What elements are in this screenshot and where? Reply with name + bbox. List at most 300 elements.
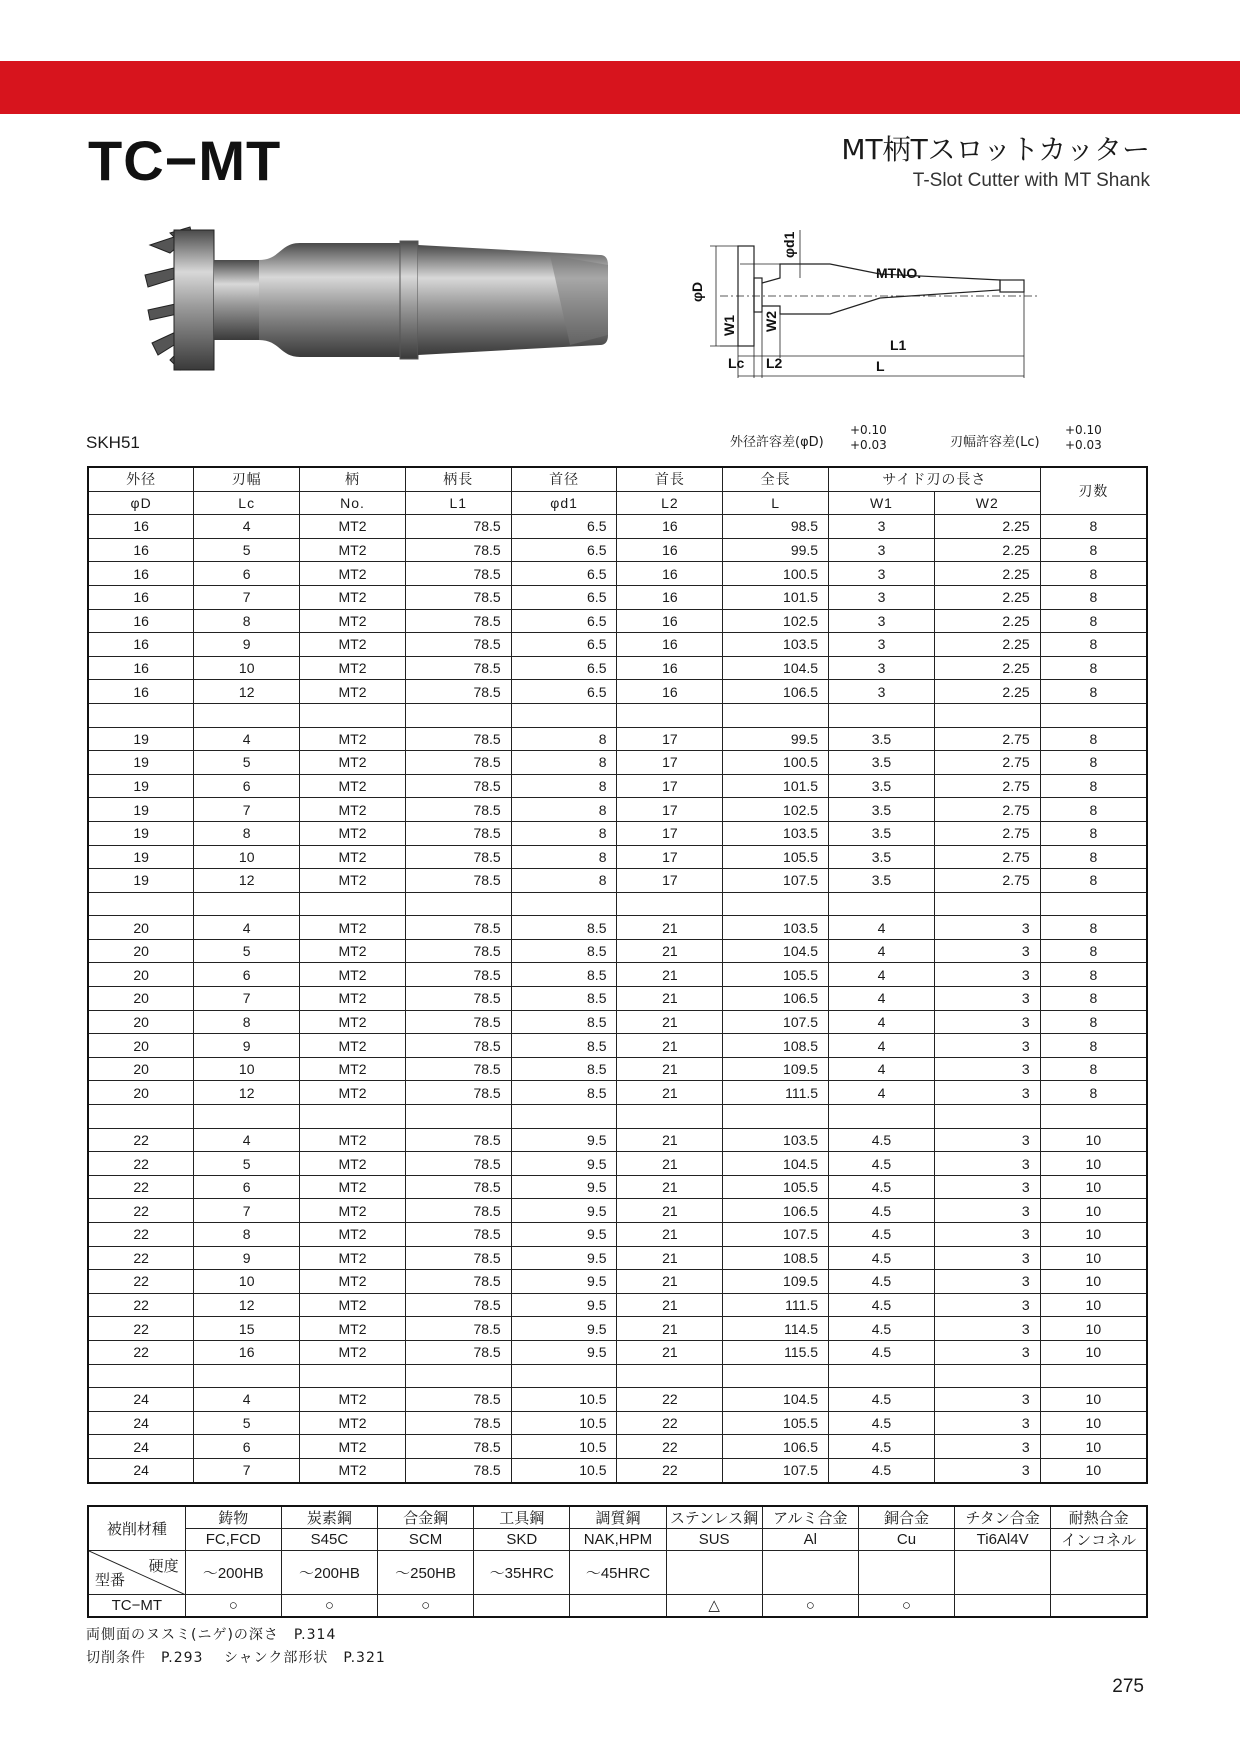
table-cell: 8.5: [511, 963, 617, 987]
material-names-cell: アルミ合金: [762, 1506, 858, 1529]
table-cell: 20: [88, 1010, 194, 1034]
material-codes-cell: SCM: [378, 1529, 474, 1551]
table-cell: 7: [194, 1199, 300, 1223]
table-cell: 8.5: [511, 1057, 617, 1081]
table-cell: 8: [1040, 987, 1147, 1011]
table-cell: 6: [194, 1435, 300, 1459]
table-cell: 98.5: [723, 515, 829, 539]
table-cell: 10: [194, 845, 300, 869]
table-cell: 22: [617, 1388, 723, 1412]
note-relief-depth: 両側面のヌスミ(ニゲ)の深さ P.314: [86, 1627, 337, 1643]
table-cell: 8: [1040, 939, 1147, 963]
table-cell: 3: [934, 1057, 1040, 1081]
hardness-label: 硬度: [148, 1558, 179, 1575]
table-cell: 78.5: [405, 821, 511, 845]
table-cell: 19: [88, 821, 194, 845]
table-cell: 4.5: [829, 1199, 935, 1223]
header-sym-od: φD: [88, 491, 194, 515]
table-cell: 17: [617, 845, 723, 869]
table-cell: 2.75: [934, 869, 1040, 893]
table-cell: 78.5: [405, 1128, 511, 1152]
table-cell: 8: [511, 821, 617, 845]
table-cell: 6.5: [511, 515, 617, 539]
table-cell: MT2: [300, 727, 406, 751]
table-cell: 106.5: [723, 680, 829, 704]
table-cell: 10: [1040, 1152, 1147, 1176]
table-cell: 4.5: [829, 1435, 935, 1459]
table-cell: 78.5: [405, 1293, 511, 1317]
table-cell: 100.5: [723, 562, 829, 586]
header-lc: 刃幅: [194, 467, 300, 491]
table-cell: 103.5: [723, 633, 829, 657]
table-cell: MT2: [300, 1458, 406, 1482]
table-cell: 6.5: [511, 656, 617, 680]
table-cell: MT2: [300, 585, 406, 609]
table-cell: 4: [829, 939, 935, 963]
header-od: 外径: [88, 467, 194, 491]
material-names-cell: 調質鋼: [570, 1506, 666, 1529]
table-cell: MT2: [300, 562, 406, 586]
table-cell: MT2: [300, 845, 406, 869]
table-cell: 78.5: [405, 869, 511, 893]
table-cell: 3: [829, 538, 935, 562]
table-cell: 19: [88, 798, 194, 822]
table-cell: 10.5: [511, 1388, 617, 1412]
table-cell: 16: [617, 656, 723, 680]
table-cell: 16: [88, 680, 194, 704]
table-cell: 19: [88, 727, 194, 751]
table-cell: MT2: [300, 751, 406, 775]
table-cell: MT2: [300, 1411, 406, 1435]
table-cell: 101.5: [723, 774, 829, 798]
table-cell: 2.25: [934, 680, 1040, 704]
table-cell: 22: [617, 1458, 723, 1482]
table-cell: 22: [88, 1128, 194, 1152]
table-cell: 22: [617, 1411, 723, 1435]
table-cell: MT2: [300, 633, 406, 657]
table-cell: 8: [1040, 1081, 1147, 1105]
table-cell: 16: [617, 585, 723, 609]
table-cell: 4: [194, 916, 300, 940]
table-row: [88, 1246, 1147, 1270]
table-cell: 16: [617, 538, 723, 562]
table-row: [88, 1317, 1147, 1341]
table-cell: 9.5: [511, 1199, 617, 1223]
table-row: [88, 1340, 1147, 1364]
header-sym-d1: φd1: [511, 491, 617, 515]
table-row: [88, 1010, 1147, 1034]
table-cell: 2.75: [934, 727, 1040, 751]
material-hard-cell: [1051, 1551, 1147, 1595]
table-cell: 3: [934, 1293, 1040, 1317]
table-cell: 9.5: [511, 1128, 617, 1152]
table-cell: 105.5: [723, 1175, 829, 1199]
table-cell: 9.5: [511, 1175, 617, 1199]
header-l1: 柄長: [405, 467, 511, 491]
table-cell: 104.5: [723, 939, 829, 963]
table-cell: 3.5: [829, 774, 935, 798]
table-cell: 4.5: [829, 1317, 935, 1341]
table-cell: 22: [88, 1270, 194, 1294]
table-cell: 2.25: [934, 562, 1040, 586]
table-cell: 3.5: [829, 869, 935, 893]
table-cell: 99.5: [723, 727, 829, 751]
table-cell: 21: [617, 1340, 723, 1364]
header-l2: 首長: [617, 467, 723, 491]
table-cell: 10: [1040, 1293, 1147, 1317]
table-cell: 22: [88, 1175, 194, 1199]
table-cell: 114.5: [723, 1317, 829, 1341]
table-cell: 10: [1040, 1246, 1147, 1270]
table-cell: 10: [194, 1270, 300, 1294]
table-cell: 108.5: [723, 1034, 829, 1058]
table-row: [88, 1293, 1147, 1317]
table-cell: 78.5: [405, 1246, 511, 1270]
table-cell: 6: [194, 963, 300, 987]
table-cell: 12: [194, 1293, 300, 1317]
table-cell: 78.5: [405, 1317, 511, 1341]
table-cell: 4.5: [829, 1293, 935, 1317]
table-cell: 10: [1040, 1128, 1147, 1152]
material-names-cell: 工具鋼: [474, 1506, 570, 1529]
table-cell: 4.5: [829, 1128, 935, 1152]
table-cell: 9.5: [511, 1293, 617, 1317]
table-row: [88, 916, 1147, 940]
table-cell: 8.5: [511, 1010, 617, 1034]
table-cell: 8: [1040, 609, 1147, 633]
table-cell: 78.5: [405, 1034, 511, 1058]
table-row: [88, 939, 1147, 963]
table-cell: 4: [829, 1057, 935, 1081]
material-marks-cell: [955, 1595, 1051, 1617]
table-cell: 8: [1040, 1034, 1147, 1058]
table-cell: 8: [511, 869, 617, 893]
table-cell: 8: [1040, 1010, 1147, 1034]
table-cell: 17: [617, 751, 723, 775]
material-hard-cell: [858, 1551, 954, 1595]
product-title-en: T-Slot Cutter with MT Shank: [912, 170, 1150, 191]
material-hard-cell: [666, 1551, 762, 1595]
note-cutting-conditions: 切削条件 P.293 シャンク部形状 P.321: [86, 1650, 386, 1666]
svg-text:L1: L1: [890, 337, 907, 353]
table-cell: 22: [88, 1317, 194, 1341]
table-cell: 3: [934, 916, 1040, 940]
table-cell: 3: [934, 1223, 1040, 1247]
table-cell: 3: [829, 609, 935, 633]
table-cell: 3: [829, 515, 935, 539]
header-sym-lc: Lc: [194, 491, 300, 515]
table-cell: 8: [194, 1223, 300, 1247]
table-cell: 109.5: [723, 1270, 829, 1294]
table-cell: 4.5: [829, 1270, 935, 1294]
table-cell: MT2: [300, 1175, 406, 1199]
table-cell: 12: [194, 680, 300, 704]
hardness-model-cell: [88, 1551, 185, 1595]
table-cell: 78.5: [405, 1340, 511, 1364]
table-cell: 21: [617, 1293, 723, 1317]
table-cell: MT2: [300, 1340, 406, 1364]
table-row: [88, 1411, 1147, 1435]
table-cell: 78.5: [405, 751, 511, 775]
table-cell: 16: [617, 680, 723, 704]
group-separator-row: [88, 892, 1147, 916]
table-row: [88, 1223, 1147, 1247]
table-cell: MT2: [300, 1223, 406, 1247]
header-sym-l2: L2: [617, 491, 723, 515]
table-cell: 17: [617, 727, 723, 751]
table-cell: 105.5: [723, 963, 829, 987]
table-cell: 10: [1040, 1223, 1147, 1247]
table-cell: 3: [934, 1270, 1040, 1294]
table-cell: 78.5: [405, 963, 511, 987]
table-cell: 101.5: [723, 585, 829, 609]
table-cell: MT2: [300, 1388, 406, 1412]
table-cell: 2.25: [934, 538, 1040, 562]
table-cell: 3: [829, 585, 935, 609]
material-names-cell: 銅合金: [858, 1506, 954, 1529]
table-row: [88, 1081, 1147, 1105]
table-cell: 8.5: [511, 1034, 617, 1058]
table-cell: MT2: [300, 798, 406, 822]
table-cell: 78.5: [405, 1199, 511, 1223]
material-hard-cell: 〜200HB: [185, 1551, 281, 1595]
table-cell: 6: [194, 774, 300, 798]
table-cell: 17: [617, 821, 723, 845]
table-row: [88, 656, 1147, 680]
table-cell: 2.25: [934, 585, 1040, 609]
table-cell: 104.5: [723, 1152, 829, 1176]
table-cell: 9.5: [511, 1317, 617, 1341]
table-row: [88, 609, 1147, 633]
table-cell: 78.5: [405, 774, 511, 798]
table-row: [88, 869, 1147, 893]
table-cell: 2.75: [934, 751, 1040, 775]
header-shank: 柄: [300, 467, 406, 491]
table-cell: 21: [617, 1034, 723, 1058]
table-cell: 6.5: [511, 633, 617, 657]
table-cell: MT2: [300, 1034, 406, 1058]
table-cell: 104.5: [723, 656, 829, 680]
table-cell: MT2: [300, 1435, 406, 1459]
table-cell: 78.5: [405, 1435, 511, 1459]
material-marks-cell: ○: [378, 1595, 474, 1617]
table-cell: 3: [934, 1199, 1040, 1223]
table-cell: 2.75: [934, 821, 1040, 845]
table-cell: 3.5: [829, 798, 935, 822]
table-cell: 5: [194, 1152, 300, 1176]
table-cell: 16: [194, 1340, 300, 1364]
table-cell: 3.5: [829, 727, 935, 751]
table-cell: 78.5: [405, 1057, 511, 1081]
table-cell: 115.5: [723, 1340, 829, 1364]
header-sym-w1: W1: [829, 491, 935, 515]
table-cell: 5: [194, 538, 300, 562]
table-cell: MT2: [300, 1152, 406, 1176]
table-cell: 103.5: [723, 821, 829, 845]
material-marks-cell: [474, 1595, 570, 1617]
header-sym-w2: W2: [934, 491, 1040, 515]
table-cell: MT2: [300, 869, 406, 893]
material-names-cell: ステンレス鋼: [666, 1506, 762, 1529]
material-codes-cell: インコネル: [1051, 1529, 1147, 1551]
table-cell: 19: [88, 774, 194, 798]
table-cell: 6.5: [511, 585, 617, 609]
table-cell: 10: [1040, 1340, 1147, 1364]
material-codes-cell: Cu: [858, 1529, 954, 1551]
table-row: [88, 774, 1147, 798]
table-row: [88, 1270, 1147, 1294]
table-cell: 3: [934, 1152, 1040, 1176]
table-cell: 4.5: [829, 1458, 935, 1482]
table-cell: 5: [194, 1411, 300, 1435]
table-cell: 8: [1040, 1057, 1147, 1081]
table-cell: MT2: [300, 1270, 406, 1294]
header-sym-no: No.: [300, 491, 406, 515]
table-row: [88, 1199, 1147, 1223]
work-material-label: 被削材種: [88, 1506, 185, 1551]
table-cell: MT2: [300, 538, 406, 562]
table-row: [88, 1034, 1147, 1058]
svg-text:φd1: φd1: [781, 231, 797, 258]
table-cell: 78.5: [405, 987, 511, 1011]
table-cell: 3: [934, 1175, 1040, 1199]
table-cell: 22: [617, 1435, 723, 1459]
table-cell: 106.5: [723, 1199, 829, 1223]
table-cell: 78.5: [405, 562, 511, 586]
table-cell: 4: [194, 1128, 300, 1152]
product-code: TC−MT: [88, 129, 282, 192]
table-cell: 17: [617, 798, 723, 822]
table-cell: 10: [1040, 1458, 1147, 1482]
width-tolerance-label: 刃幅許容差(Lc): [950, 435, 1040, 450]
material-hard-cell: 〜200HB: [281, 1551, 377, 1595]
table-cell: 8: [511, 774, 617, 798]
table-cell: 8: [1040, 585, 1147, 609]
table-cell: 17: [617, 774, 723, 798]
material-names-cell: 炭素鋼: [281, 1506, 377, 1529]
table-cell: 10.5: [511, 1435, 617, 1459]
table-cell: 16: [88, 538, 194, 562]
table-cell: MT2: [300, 515, 406, 539]
table-cell: MT2: [300, 656, 406, 680]
table-row: [88, 1152, 1147, 1176]
table-cell: 16: [617, 562, 723, 586]
table-cell: 9.5: [511, 1340, 617, 1364]
material-label: SKH51: [86, 433, 140, 452]
table-cell: 9.5: [511, 1270, 617, 1294]
table-cell: 100.5: [723, 751, 829, 775]
table-cell: 22: [88, 1340, 194, 1364]
table-cell: 10: [1040, 1388, 1147, 1412]
material-codes-cell: SUS: [666, 1529, 762, 1551]
table-cell: 78.5: [405, 1388, 511, 1412]
table-cell: 8: [1040, 656, 1147, 680]
table-cell: 8: [194, 1010, 300, 1034]
table-cell: 5: [194, 751, 300, 775]
table-cell: 3: [829, 680, 935, 704]
od-tolerance-values: +0.10 +0.03: [850, 423, 887, 452]
table-row: [88, 987, 1147, 1011]
table-cell: 20: [88, 963, 194, 987]
table-cell: 3: [934, 1435, 1040, 1459]
technical-drawing: [680, 228, 1090, 388]
table-cell: 8.5: [511, 1081, 617, 1105]
table-cell: 4.5: [829, 1175, 935, 1199]
spec-table: [87, 466, 1148, 1484]
table-cell: 3: [934, 963, 1040, 987]
table-cell: 8: [1040, 751, 1147, 775]
svg-text:φD: φD: [689, 281, 705, 302]
table-cell: MT2: [300, 1246, 406, 1270]
table-row: [88, 821, 1147, 845]
table-cell: MT2: [300, 609, 406, 633]
table-cell: 78.5: [405, 1223, 511, 1247]
table-cell: 15: [194, 1317, 300, 1341]
table-cell: 22: [88, 1246, 194, 1270]
table-cell: 78.5: [405, 585, 511, 609]
table-cell: MT2: [300, 939, 406, 963]
table-cell: 3: [934, 1411, 1040, 1435]
material-codes-cell: S45C: [281, 1529, 377, 1551]
table-cell: 8: [1040, 821, 1147, 845]
table-cell: 21: [617, 1152, 723, 1176]
table-cell: 16: [88, 562, 194, 586]
spec-table-body: [88, 515, 1147, 1483]
materials-table: [87, 1505, 1148, 1618]
table-cell: 8: [1040, 633, 1147, 657]
material-hard-cell: 〜45HRC: [570, 1551, 666, 1595]
table-cell: 104.5: [723, 1388, 829, 1412]
material-codes-cell: FC,FCD: [185, 1529, 281, 1551]
table-cell: 6.5: [511, 562, 617, 586]
table-cell: MT2: [300, 916, 406, 940]
table-cell: MT2: [300, 1081, 406, 1105]
table-row: [88, 963, 1147, 987]
table-cell: 8.5: [511, 939, 617, 963]
table-cell: 22: [88, 1199, 194, 1223]
table-cell: 8: [511, 798, 617, 822]
svg-text:W1: W1: [721, 315, 737, 336]
table-cell: 2.75: [934, 798, 1040, 822]
table-cell: 12: [194, 1081, 300, 1105]
table-cell: 78.5: [405, 798, 511, 822]
table-cell: 16: [88, 633, 194, 657]
material-marks-cell: [1051, 1595, 1147, 1617]
table-cell: 24: [88, 1411, 194, 1435]
header-sym-l1: L1: [405, 491, 511, 515]
table-cell: 9.5: [511, 1223, 617, 1247]
table-cell: 7: [194, 987, 300, 1011]
table-cell: 3: [829, 562, 935, 586]
table-cell: MT2: [300, 1317, 406, 1341]
material-marks-cell: [570, 1595, 666, 1617]
table-cell: 4: [829, 987, 935, 1011]
table-cell: 78.5: [405, 845, 511, 869]
table-cell: 9: [194, 1246, 300, 1270]
header-d1: 首径: [511, 467, 617, 491]
material-marks-cell: ○: [858, 1595, 954, 1617]
table-cell: 6.5: [511, 538, 617, 562]
table-cell: 10: [1040, 1270, 1147, 1294]
table-cell: 3: [934, 987, 1040, 1011]
table-cell: 3.5: [829, 751, 935, 775]
table-cell: 8: [1040, 963, 1147, 987]
table-row: [88, 1057, 1147, 1081]
material-names-cell: チタン合金: [955, 1506, 1051, 1529]
table-cell: 8: [1040, 562, 1147, 586]
header-side-length: サイド刃の長さ: [829, 467, 1041, 491]
header-flutes: 刃数: [1040, 467, 1147, 515]
